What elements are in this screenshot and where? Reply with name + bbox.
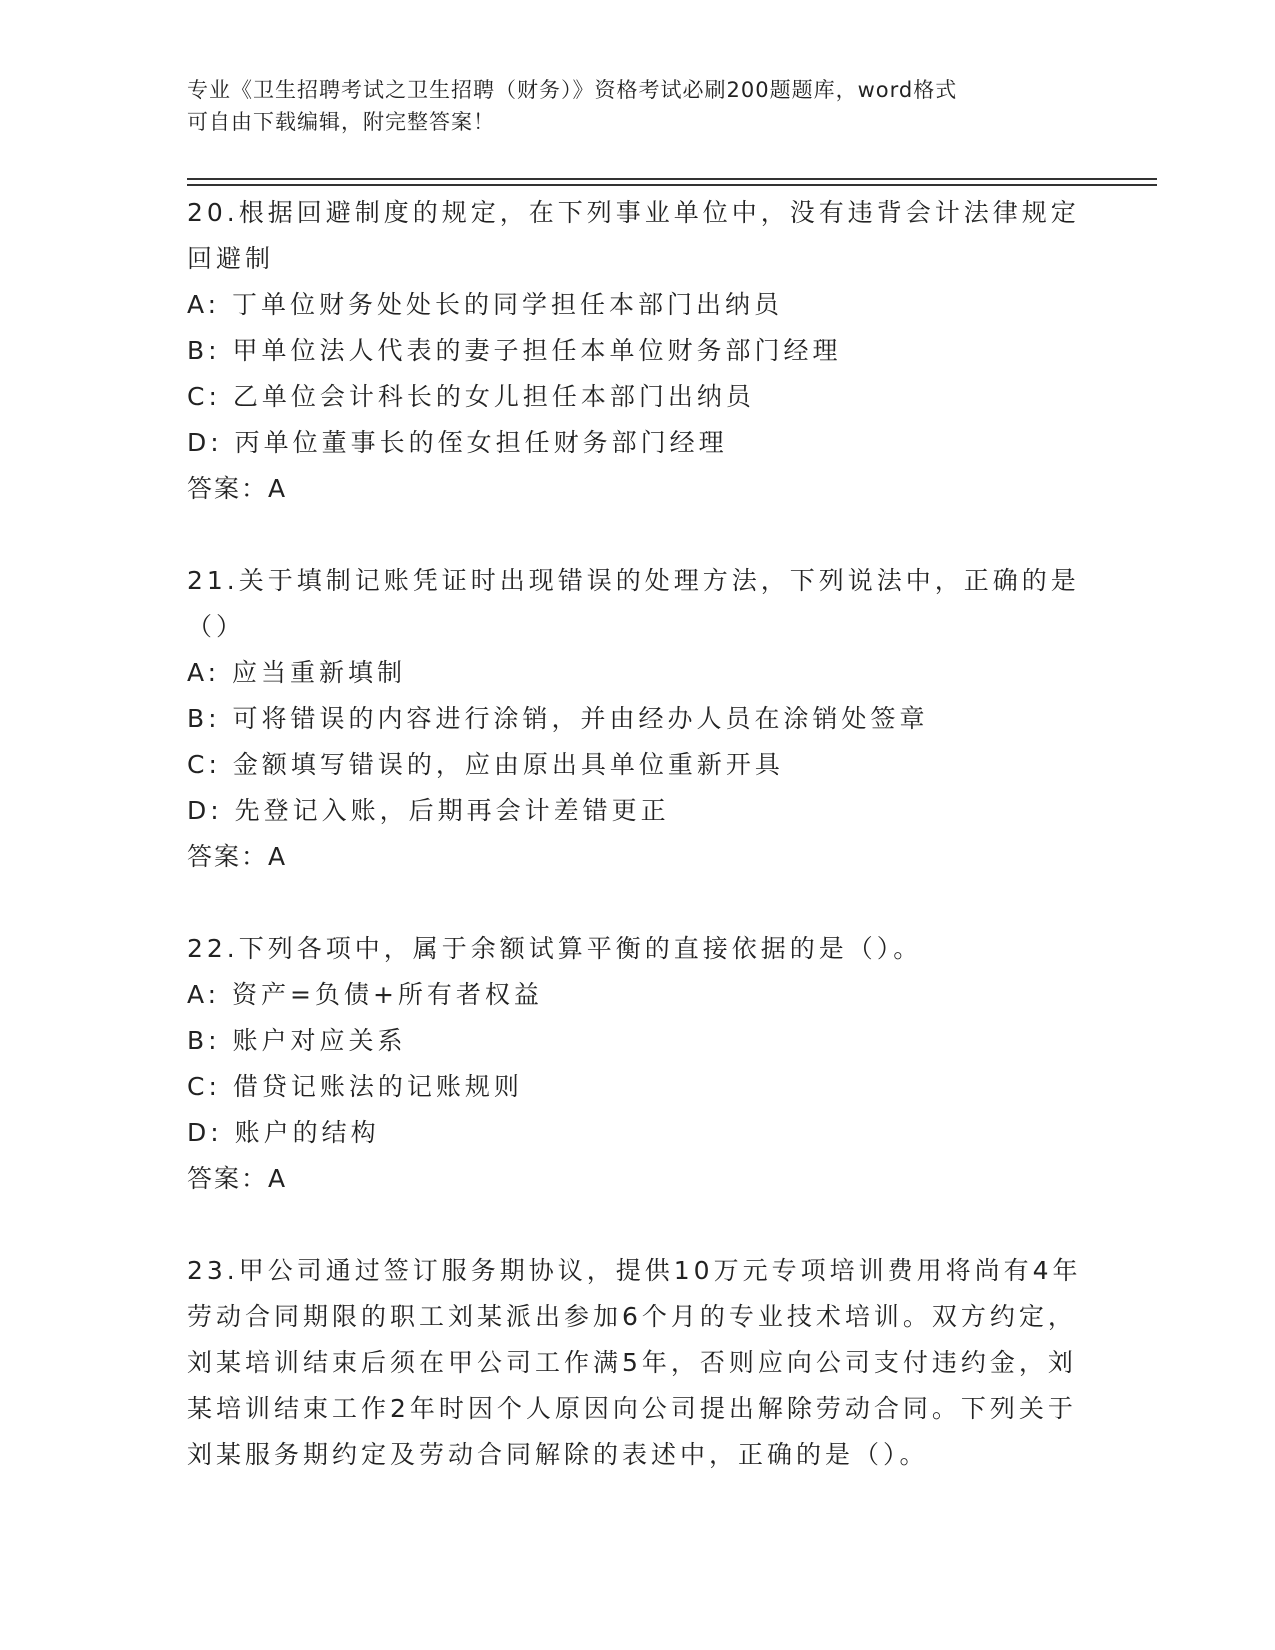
option-c: C: 借贷记账法的记账规则 — [187, 1072, 523, 1101]
option-d: D: 先登记入账，后期再会计差错更正 — [187, 796, 670, 825]
option-d: D: 账户的结构 — [187, 1118, 380, 1147]
header-divider-top — [187, 178, 1157, 180]
option-b: B: 账户对应关系 — [187, 1026, 407, 1055]
answer-label: 答案：A — [187, 842, 288, 871]
option-a: A: 丁单位财务处处长的同学担任本部门出纳员 — [187, 290, 784, 319]
option-a: A: 资产=负债+所有者权益 — [187, 980, 543, 1009]
answer-label: 答案：A — [187, 1164, 288, 1193]
question-title: 22.下列各项中，属于余额试算平衡的直接依据的是（）。 — [187, 934, 923, 963]
header-line-2: 可自由下载编辑，附完整答案！ — [187, 110, 495, 134]
option-b: B: 甲单位法人代表的妻子担任本单位财务部门经理 — [187, 336, 842, 365]
answer-label: 答案：A — [187, 474, 288, 503]
question-title: 23.甲公司通过签订服务期协议，提供10万元专项培训费用将尚有4年劳动合同期限的职工刘某派出参加6个月的专业技术培训。双方约定，刘某培训结束后须在甲公司工作满5年，否则应向公司支付违约金，刘某培训结束工作2年时因个人原因向公司提出解除劳动合同。下列关于刘某服务期约定及劳动合同解除的表述中，正确的是（）。 — [187, 1256, 1082, 1469]
question-23 — [187, 1248, 1087, 1478]
option-a: A: 应当重新填制 — [187, 658, 407, 687]
question-21 — [187, 558, 1087, 880]
option-c: C: 金额填写错误的，应由原出具单位重新开具 — [187, 750, 784, 779]
question-title: 21.关于填制记账凭证时出现错误的处理方法，下列说法中，正确的是（） — [187, 566, 1080, 641]
question-list — [187, 190, 1087, 1524]
question-22 — [187, 926, 1087, 1202]
question-title: 20.根据回避制度的规定，在下列事业单位中，没有违背会计法律规定回避制 — [187, 198, 1080, 273]
question-20 — [187, 190, 1087, 512]
option-c: C: 乙单位会计科长的女儿担任本部门出纳员 — [187, 382, 755, 411]
header-divider-bottom — [187, 184, 1157, 186]
document-header — [187, 74, 1087, 138]
header-line-1: 专业《卫生招聘考试之卫生招聘（财务）》资格考试必刷200题题库，word格式 — [187, 78, 958, 102]
option-b: B: 可将错误的内容进行涂销，并由经办人员在涂销处签章 — [187, 704, 929, 733]
option-d: D: 丙单位董事长的侄女担任财务部门经理 — [187, 428, 728, 457]
